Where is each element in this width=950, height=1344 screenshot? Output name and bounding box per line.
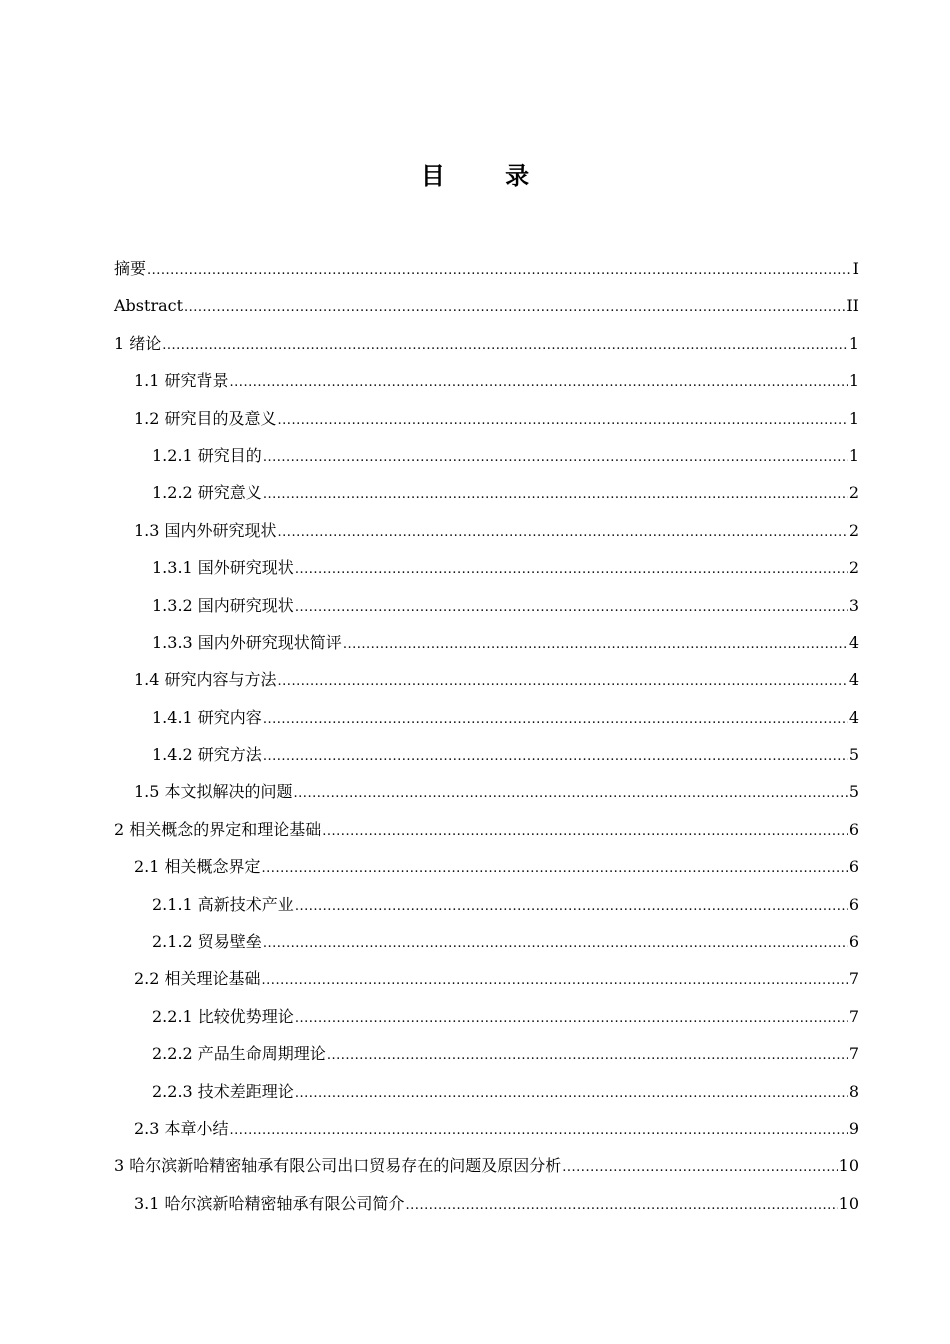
toc-dot-leader <box>295 551 848 588</box>
toc-entry-text: 2.2.1 比较优势理论 <box>152 1006 294 1026</box>
toc-entry-text: 1.2.2 研究意义 <box>152 483 262 503</box>
toc-page-number: 10 <box>838 1193 859 1213</box>
page-title: 目 录 <box>420 162 556 190</box>
toc-entry[interactable] <box>114 1035 859 1072</box>
toc-entry-text: 3 哈尔滨新哈精密轴承有限公司出口贸易存在的问题及原因分析 <box>114 1156 562 1176</box>
toc-dot-leader <box>278 663 848 700</box>
toc-dot-leader <box>230 364 848 401</box>
toc-entry-text: 2.3 本章小结 <box>134 1118 229 1138</box>
toc-entry-text: 1.3.1 国外研究现状 <box>152 558 294 578</box>
toc-page-number: 3 <box>848 595 859 615</box>
toc-page-number: 6 <box>848 932 859 952</box>
toc-entry[interactable] <box>114 998 859 1035</box>
toc-dot-leader <box>147 252 852 289</box>
toc-entry[interactable] <box>114 1147 859 1184</box>
toc-dot-leader <box>562 1149 837 1186</box>
toc-page-number: 8 <box>848 1081 859 1101</box>
toc-page-number: 9 <box>848 1118 859 1138</box>
toc-dot-leader <box>295 1075 848 1112</box>
toc-entry[interactable] <box>114 661 859 698</box>
toc-entry[interactable] <box>114 736 859 773</box>
toc-dot-leader <box>230 1112 848 1149</box>
toc-entry[interactable] <box>114 400 859 437</box>
toc-entry-text: 2.1.2 贸易壁垒 <box>152 932 262 952</box>
toc-page-number: 4 <box>848 670 859 690</box>
toc-entry-text: 2.2 相关理论基础 <box>134 969 261 989</box>
toc-dot-leader <box>322 813 848 850</box>
toc-page-number: 5 <box>848 745 859 765</box>
toc-entry[interactable] <box>114 699 859 736</box>
toc-entry-text: 1.4.1 研究内容 <box>152 707 262 727</box>
toc-page-number: 1 <box>848 371 859 391</box>
toc-entry[interactable] <box>114 811 859 848</box>
toc-entry-text: 3.1 哈尔滨新哈精密轴承有限公司简介 <box>134 1193 405 1213</box>
toc-dot-leader <box>327 1037 848 1074</box>
toc-entry[interactable] <box>114 1110 859 1147</box>
toc-entry[interactable] <box>114 624 859 661</box>
toc-entry[interactable] <box>114 587 859 624</box>
toc-dot-leader <box>294 775 848 812</box>
toc-dot-leader <box>263 738 848 775</box>
toc-dot-leader <box>263 925 848 962</box>
toc-entry-text: 1.4.2 研究方法 <box>152 745 262 765</box>
toc-entry[interactable] <box>114 437 859 474</box>
toc-dot-leader <box>162 327 848 364</box>
toc-entry[interactable] <box>114 848 859 885</box>
toc-dot-leader <box>263 476 848 513</box>
toc-dot-leader <box>295 1000 848 1037</box>
toc-page-number: 1 <box>848 408 859 428</box>
toc-page-number: I <box>852 259 859 278</box>
toc-entry-text: 1 绪论 <box>114 333 162 353</box>
toc-entry-text: 1.2.1 研究目的 <box>152 445 262 465</box>
toc-entry-text: 1.3 国内外研究现状 <box>134 520 277 540</box>
toc-page-number: 7 <box>848 1044 859 1064</box>
toc-entry-text: 2.2.2 产品生命周期理论 <box>152 1044 326 1064</box>
toc-entry-text: 2.2.3 技术差距理论 <box>152 1081 294 1101</box>
toc-page-number: 2 <box>848 483 859 503</box>
toc-page-number: 4 <box>848 632 859 652</box>
toc-entry[interactable] <box>114 287 859 324</box>
toc-page-number: 1 <box>848 445 859 465</box>
toc-page-number: II <box>846 296 859 316</box>
toc-page-number: 5 <box>848 782 859 802</box>
toc-entry[interactable] <box>114 362 859 399</box>
toc-entry[interactable] <box>114 773 859 810</box>
toc-page-number: 7 <box>848 1006 859 1026</box>
toc-entry[interactable] <box>114 886 859 923</box>
toc-entry-text: 2.1 相关概念界定 <box>134 857 261 877</box>
toc-entry[interactable] <box>114 1185 859 1222</box>
toc-entry[interactable] <box>114 960 859 997</box>
toc-entry-text: 1.2 研究目的及意义 <box>134 408 277 428</box>
toc-page-number: 7 <box>848 969 859 989</box>
toc-entry-text: 1.3.3 国内外研究现状简评 <box>152 632 342 652</box>
toc-page-number: 10 <box>838 1156 859 1176</box>
toc-page-number: 2 <box>848 520 859 540</box>
toc-dot-leader <box>295 888 848 925</box>
toc-page-number: 6 <box>848 894 859 914</box>
toc-entry[interactable] <box>114 325 859 362</box>
toc-entry-text: 1.3.2 国内研究现状 <box>152 595 294 615</box>
toc-page-number: 6 <box>848 819 859 839</box>
toc-entry[interactable] <box>114 474 859 511</box>
toc-dot-leader <box>278 514 848 551</box>
toc-entry-text: 1.1 研究背景 <box>134 371 229 391</box>
toc-dot-leader <box>263 439 848 476</box>
toc-entry[interactable] <box>114 250 859 287</box>
toc-entry-text: 2 相关概念的界定和理论基础 <box>114 819 322 839</box>
toc-entry[interactable] <box>114 923 859 960</box>
toc-entry-text: 2.1.1 高新技术产业 <box>152 894 294 914</box>
toc-dot-leader <box>263 701 848 738</box>
table-of-contents <box>114 250 859 1222</box>
toc-page-number: 4 <box>848 707 859 727</box>
toc-entry-text: 1.5 本文拟解决的问题 <box>134 782 293 802</box>
toc-entry[interactable] <box>114 549 859 586</box>
toc-page-number: 1 <box>848 333 859 353</box>
toc-entry[interactable] <box>114 1073 859 1110</box>
toc-entry-text: 摘要 <box>114 259 147 278</box>
toc-page-number: 2 <box>848 558 859 578</box>
toc-dot-leader <box>262 962 848 999</box>
toc-dot-leader <box>343 626 848 663</box>
toc-dot-leader <box>278 402 848 439</box>
toc-dot-leader <box>406 1187 838 1224</box>
toc-dot-leader <box>262 850 848 887</box>
toc-dot-leader <box>184 289 845 326</box>
toc-dot-leader <box>295 589 848 626</box>
toc-entry-text: Abstract <box>114 296 184 316</box>
toc-entry-text: 1.4 研究内容与方法 <box>134 670 277 690</box>
toc-entry[interactable] <box>114 512 859 549</box>
toc-page-number: 6 <box>848 857 859 877</box>
